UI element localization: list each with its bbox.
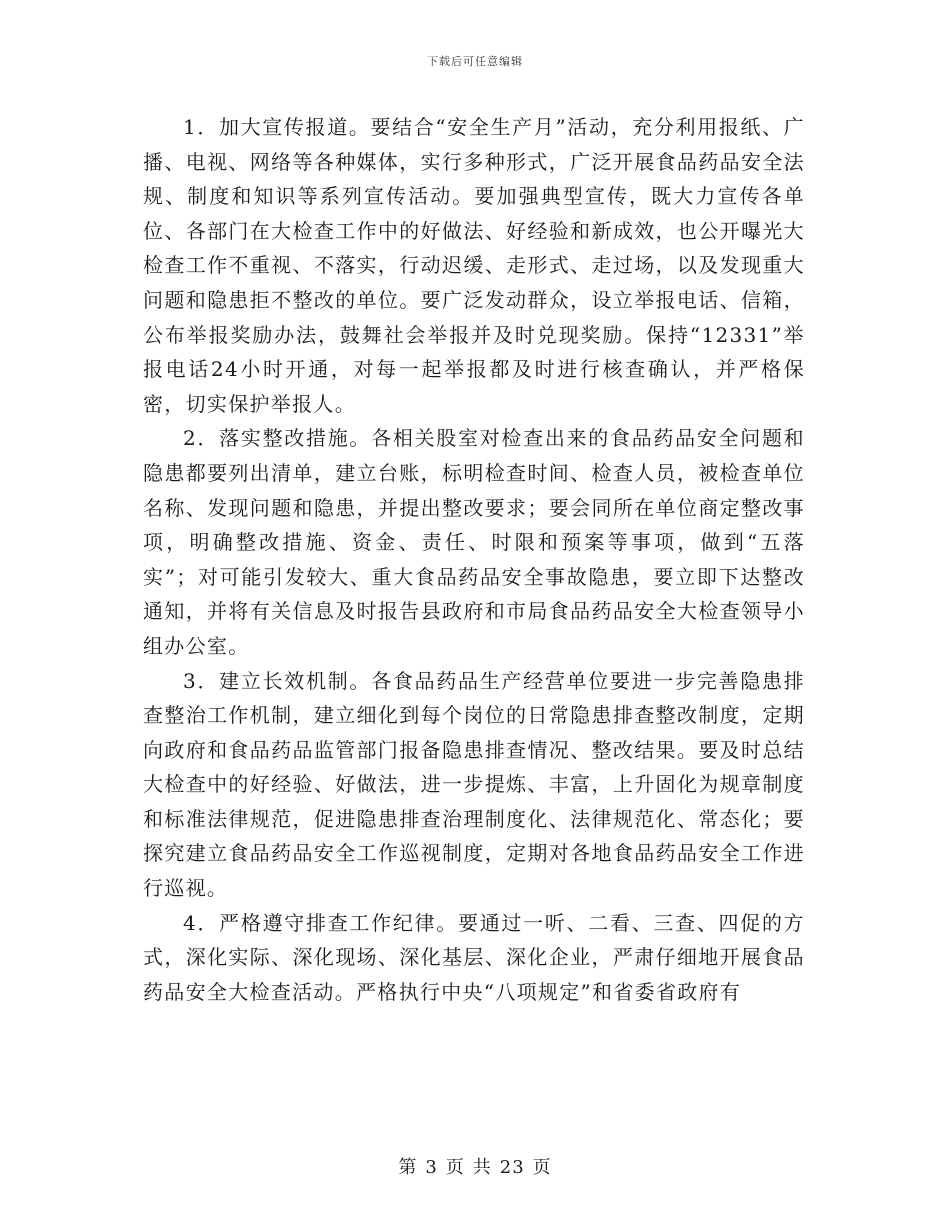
paragraph-discipline: 4．严格遵守排查工作纪律。要通过一听、二看、三查、四促的方式，深化实际、深化现场、深化基层、深化企业，严肃仔细地开展食品药品安全大检查活动。严格执行中央“八项规定”和省委省政府有 — [143, 910, 805, 1004]
footer-prefix: 第 — [398, 1157, 418, 1178]
page-footer — [0, 1153, 950, 1179]
paragraph-long-term-mechanism: 3．建立长效机制。各食品药品生产经营单位要进一步完善隐患排查整治工作机制，建立细化到每个岗位的日常隐患排查整改制度，定期向政府和食品药品监管部门报备隐患排查情况、整改结果。要及时总结大检查中的好经验、好做法，进一步提炼、丰富，上升固化为规章制度和标准法律规范，促进隐患排查治理制度化、法律规范化、常态化；要探究建立食品药品安全工作巡视制度，定期对各地食品药品安全工作进行巡视。 — [143, 668, 805, 901]
total-pages-number: 23 — [499, 1157, 525, 1178]
document-body — [143, 110, 805, 1009]
page-header: 下载后可任意编辑 — [427, 55, 523, 68]
footer-suffix: 页 — [532, 1157, 552, 1178]
current-page-number: 3 — [425, 1157, 438, 1178]
paragraph-rectification: 2．落实整改措施。各相关股室对检查出来的食品药品安全问题和隐患都要列出清单，建立台账，标明检查时间、检查人员，被检查单位名称、发现问题和隐患，并提出整改要求；要会同所在单位商定整改事项，明确整改措施、资金、责任、时限和预案等事项，做到“五落实”；对可能引发较大、重大食品药品安全事故隐患，要立即下达整改通知，并将有关信息及时报告县政府和市局食品药品安全大检查领导小组办公室。 — [143, 426, 805, 658]
footer-total-word: 共 — [472, 1157, 492, 1178]
paragraph-publicity: 1．加大宣传报道。要结合“安全生产月”活动，充分利用报纸、广播、电视、网络等各种媒体，实行多种形式，广泛开展食品药品安全法规、制度和知识等系列宣传活动。要加强典型宣传，既大力宣传各单位、各部门在大检查工作中的好做法、好经验和新成效，也公开曝光大检查工作不重视、不落实，行动迟缓、走形式、走过场，以及发现重大问题和隐患拒不整改的单位。要广泛发动群众，设立举报电话、信箱，公布举报奖励办法，鼓舞社会举报并及时兑现奖励。保持“12331”举报电话24小时开通，对每一起举报都及时进行核查确认，并严格保密，切实保护举报人。 — [143, 115, 805, 416]
footer-page-word: 页 — [445, 1157, 465, 1178]
